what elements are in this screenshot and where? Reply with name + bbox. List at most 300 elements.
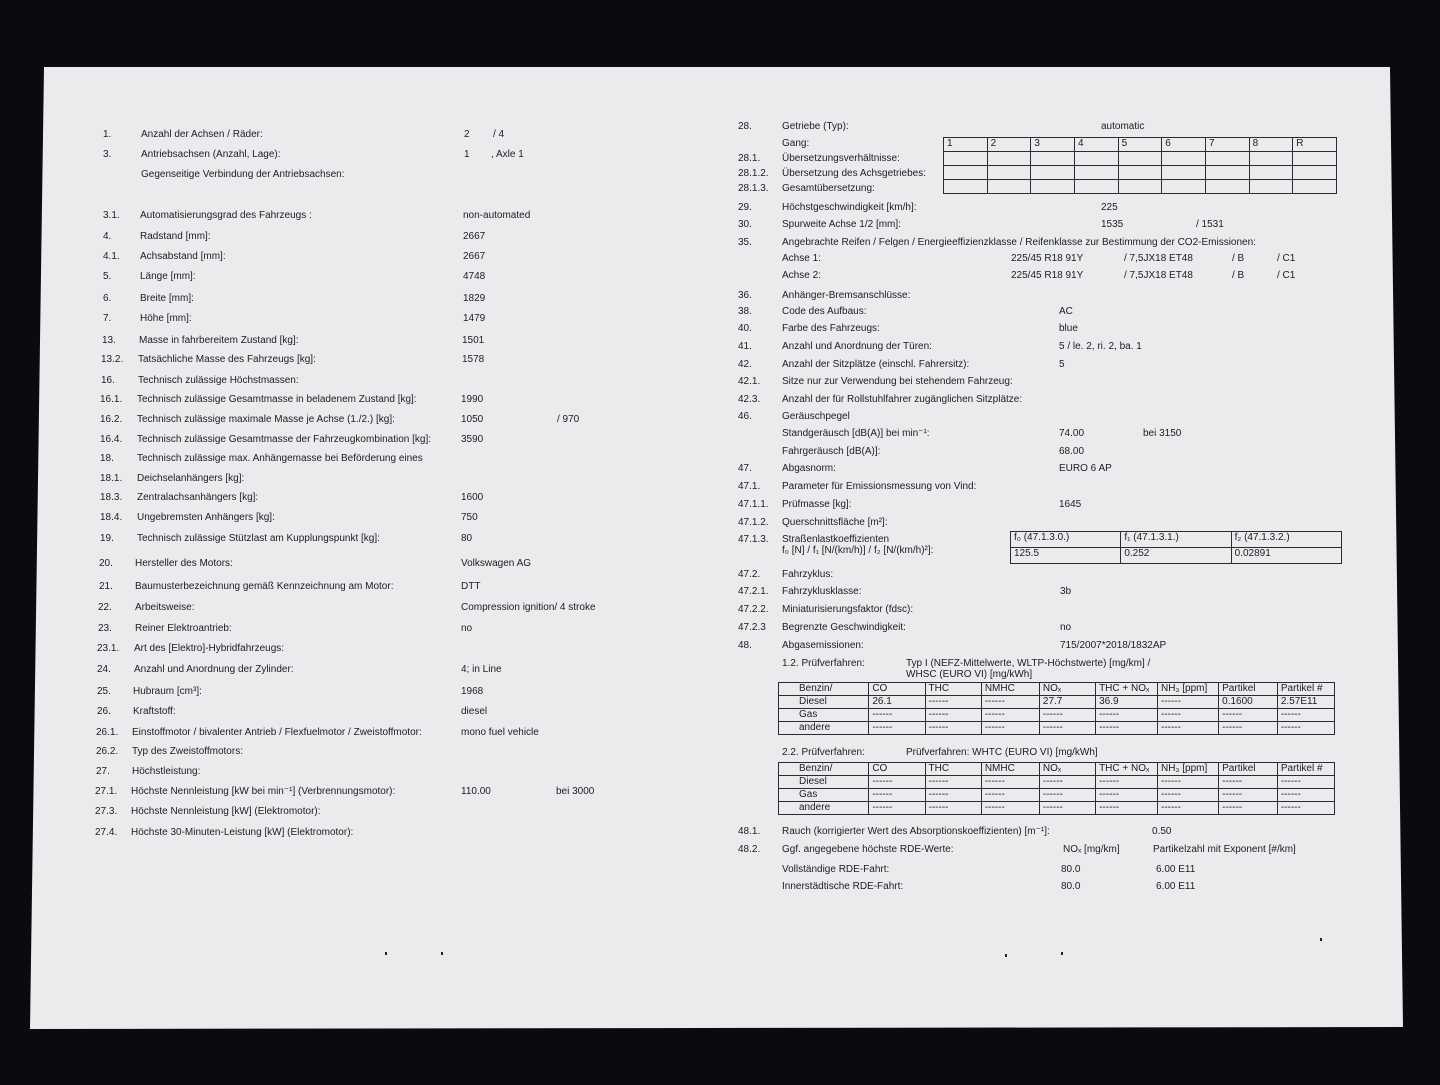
gear-ratio-cell	[1293, 180, 1337, 194]
gear-ratio-cell	[1118, 152, 1162, 166]
tyre-size: 225/45 R18 91Y	[1011, 270, 1084, 281]
left-row-value: Volkswagen AG	[461, 558, 532, 569]
emissions-row	[779, 802, 1335, 815]
left-row-label: Technisch zulässige Gesamtmasse in beladenem Zustand [kg]:	[137, 394, 417, 405]
emissions-header-cell: Partikel	[1219, 683, 1278, 696]
right-row-value: 225	[1101, 202, 1118, 213]
emissions-value-cell: ------	[1219, 722, 1278, 735]
right-row-label: Anzahl der Sitzplätze (einschl. Fahrersitz):	[782, 359, 970, 370]
right-row-value: blue	[1059, 323, 1078, 334]
right-row-number: 47.1.	[738, 481, 761, 492]
emissions-header-cell: Partikel #	[1277, 683, 1334, 696]
right-row-value: 1535	[1101, 219, 1124, 230]
left-row-value: 2	[464, 129, 470, 140]
right-row-number: 48.	[738, 640, 752, 651]
left-row-value: 4748	[463, 271, 486, 282]
left-row-value-secondary: / 970	[557, 414, 580, 425]
left-row-label: Tatsächliche Masse des Fahrzeugs [kg]:	[138, 354, 316, 365]
left-row-label: Höchstleistung:	[132, 766, 201, 777]
emissions-table-1	[778, 682, 1335, 735]
right-row-value: automatic	[1101, 121, 1145, 132]
gear-ratio-cell	[1249, 166, 1293, 180]
emissions-value-cell: ------	[1096, 789, 1158, 802]
left-row-number: 4.1.	[103, 251, 120, 262]
left-row-label: Baumusterbezeichnung gemäß Kennzeichnung am Motor:	[135, 581, 394, 592]
emissions-value-cell: ------	[1157, 722, 1218, 735]
left-row-value: non-automated	[463, 210, 531, 221]
right-row-number: 28.1.2.	[738, 168, 769, 179]
left-row-value: 1968	[461, 686, 484, 697]
right-row-number: 36.	[738, 290, 752, 301]
gear-ratio-cell	[1205, 180, 1249, 194]
emissions-fuel-label: Diesel	[779, 776, 869, 789]
right-row-value: AC	[1059, 306, 1073, 317]
gear-ratio-cell	[1074, 180, 1118, 194]
emissions-value-cell: ------	[1277, 789, 1334, 802]
right-row-value: EURO 6 AP	[1059, 463, 1112, 474]
tyre-class: / C1	[1277, 253, 1296, 264]
left-row-label: Anzahl der Achsen / Räder:	[141, 129, 263, 140]
right-row-number: 42.3.	[738, 394, 761, 405]
left-row-label: Hubraum [cm³]:	[133, 686, 202, 697]
gear-ratio-row	[944, 166, 1337, 180]
left-row-number: 21.	[99, 581, 113, 592]
right-row-label: Ggf. angegebene höchste RDE-Werte:	[782, 844, 954, 855]
tyre-axle-label: Achse 2:	[782, 270, 821, 281]
print-speck	[1320, 938, 1322, 941]
emissions-table-2	[778, 762, 1335, 815]
rim-size: / 7,5JX18 ET48	[1124, 253, 1193, 264]
left-row-number: 5.	[103, 271, 112, 282]
gear-ratio-cell	[944, 166, 988, 180]
emissions-row	[779, 709, 1335, 722]
emissions-value-cell: ------	[925, 802, 981, 815]
right-row-label: Abgasnorm:	[782, 463, 836, 474]
emissions-value-cell: ------	[1277, 802, 1334, 815]
right-row-label: Code des Aufbaus:	[782, 306, 867, 317]
right-row-number: 48.1.	[738, 826, 761, 837]
emissions-value-cell: ------	[869, 802, 925, 815]
gear-header-cell: 2	[987, 138, 1031, 152]
emissions-header-cell: Benzin/	[779, 683, 869, 696]
emissions-value-cell: ------	[925, 709, 981, 722]
right-row-value: NOₓ [mg/km]	[1063, 844, 1120, 855]
left-row-label: Breite [mm]:	[140, 293, 194, 304]
left-row-number: 16.	[101, 375, 115, 386]
emissions-value-cell: ------	[981, 789, 1039, 802]
left-row-number: 1.	[103, 129, 112, 140]
left-row-number: 18.	[100, 453, 114, 464]
left-row-label: Arbeitsweise:	[135, 602, 195, 613]
left-row-number: 3.1.	[103, 210, 120, 221]
right-row-value: 1645	[1059, 499, 1082, 510]
gear-header-row	[944, 138, 1337, 152]
emissions-header-cell: CO	[869, 683, 925, 696]
emissions-fuel-label: andere	[779, 802, 869, 815]
road-load-value-cell: 0.252	[1121, 548, 1231, 564]
emissions-header-cell: THC + NOₓ	[1096, 763, 1158, 776]
left-row-number: 3.	[103, 149, 112, 160]
right-row-label: Getriebe (Typ):	[782, 121, 849, 132]
left-row-value-secondary: , Axle 1	[491, 149, 524, 160]
emissions-value-cell: ------	[1039, 776, 1095, 789]
emissions-header-cell: NH₃ [ppm]	[1157, 763, 1218, 776]
emissions-value-cell: ------	[869, 776, 925, 789]
road-load-header-cell: f₁ (47.1.3.1.)	[1121, 532, 1231, 548]
road-load-header-row	[1011, 532, 1342, 548]
gear-ratio-cell	[987, 152, 1031, 166]
road-load-header-cell: f₀ (47.1.3.0.)	[1011, 532, 1121, 548]
left-row-value: 1501	[462, 335, 485, 346]
right-row-value: 5 / le. 2, ri. 2, ba. 1	[1059, 341, 1142, 352]
test2-label: 2.2. Prüfverfahren:	[782, 747, 865, 758]
left-row-label: Achsabstand [mm]:	[140, 251, 226, 262]
right-row-label: Anzahl der für Rollstuhlfahrer zugänglichen Sitzplätze:	[782, 394, 1023, 405]
right-row-label: Sitze nur zur Verwendung bei stehendem Fahrzeug:	[782, 376, 1013, 387]
right-row-label: Höchstgeschwindigkeit [km/h]:	[782, 202, 917, 213]
left-row-value: 750	[461, 512, 478, 523]
emissions-header-cell: THC	[925, 683, 981, 696]
left-row-label: Antriebsachsen (Anzahl, Lage):	[141, 149, 281, 160]
emissions-header-cell: Partikel #	[1277, 763, 1334, 776]
right-row-number: 40.	[738, 323, 752, 334]
gear-ratio-cell	[1205, 152, 1249, 166]
left-row-number: 26.1.	[96, 727, 119, 738]
left-row-value: mono fuel vehicle	[461, 727, 539, 738]
test2-desc: Prüfverfahren: WHTC (EURO VI) [mg/kWh]	[906, 747, 1098, 758]
right-row-label: Straßenlastkoeffizienten	[782, 534, 890, 545]
left-row-label: Höhe [mm]:	[140, 313, 192, 324]
emissions-value-cell: ------	[981, 696, 1039, 709]
right-row-number: 28.1.3.	[738, 183, 769, 194]
left-row-label: Technisch zulässige Stützlast am Kupplungspunkt [kg]:	[137, 533, 380, 544]
left-row-value: no	[461, 623, 473, 634]
right-row-label: Spurweite Achse 1/2 [mm]:	[782, 219, 901, 230]
right-row-number: 28.	[738, 121, 752, 132]
right-row-label: f₀ [N] / f₁ [N/(km/h)] / f₂ [N/(km/h)²]:	[782, 545, 934, 556]
right-row-value: 80.0	[1061, 881, 1081, 892]
right-row-value-secondary: / 1531	[1196, 219, 1224, 230]
test1-desc-line2: WHSC (EURO VI) [mg/kWh]	[906, 669, 1033, 680]
left-row-label: Typ des Zweistoffmotors:	[132, 746, 243, 757]
right-row-label: Angebrachte Reifen / Felgen / Energieeffizienzklasse / Reifenklasse zur Bestimmung der CO2-Emissionen:	[782, 237, 1256, 248]
gear-ratio-cell	[944, 152, 988, 166]
emissions-value-cell: ------	[1219, 789, 1278, 802]
road-load-value-cell: 0.02891	[1231, 548, 1341, 564]
left-row-label: Hersteller des Motors:	[135, 558, 233, 569]
right-row-label: Innerstädtische RDE-Fahrt:	[782, 881, 904, 892]
left-row-value: 1578	[462, 354, 485, 365]
emissions-header-cell: Benzin/	[779, 763, 869, 776]
emissions-value-cell: ------	[925, 789, 981, 802]
emissions-row	[779, 722, 1335, 735]
gear-ratio-cell	[1249, 152, 1293, 166]
right-row-label: Anzahl und Anordnung der Türen:	[782, 341, 932, 352]
left-row-value: 1	[464, 149, 470, 160]
left-row-number: 22.	[98, 602, 112, 613]
right-row-label: Miniaturisierungsfaktor (fdsc):	[782, 604, 914, 615]
gear-ratio-cell	[1293, 152, 1337, 166]
emissions-value-cell: ------	[1096, 709, 1158, 722]
emissions-value-cell: ------	[1157, 709, 1218, 722]
gear-ratio-row	[944, 152, 1337, 166]
left-row-number: 16.4.	[100, 434, 123, 445]
left-row-number: 7.	[103, 313, 112, 324]
test1-desc-line1: Typ I (NEFZ-Mittelwerte, WLTP-Höchstwerte) [mg/km] /	[906, 658, 1151, 669]
emissions-value-cell: 26.1	[869, 696, 925, 709]
right-row-label: Übersetzung des Achsgetriebes:	[782, 168, 926, 179]
left-row-value: 1050	[461, 414, 484, 425]
emissions-header-cell: CO	[869, 763, 925, 776]
right-row-label: Geräuschpegel	[782, 411, 850, 422]
emissions-value-cell: ------	[1096, 722, 1158, 735]
test1-label: 1.2. Prüfverfahren:	[782, 658, 865, 669]
emissions-value-cell: ------	[981, 709, 1039, 722]
right-row-number: 47.2.1.	[738, 586, 769, 597]
left-row-value: 1990	[461, 394, 484, 405]
gear-ratio-cell	[1162, 166, 1206, 180]
gear-header-cell: R	[1293, 138, 1337, 152]
gear-ratio-cell	[944, 180, 988, 194]
right-row-number: 48.2.	[738, 844, 761, 855]
emissions-value-cell: ------	[1039, 709, 1095, 722]
emissions-value-cell: ------	[1157, 802, 1218, 815]
emissions-header-cell: Partikel	[1219, 763, 1278, 776]
left-row-number: 6.	[103, 293, 112, 304]
gear-ratio-cell	[1074, 166, 1118, 180]
emissions-value-cell: ------	[981, 776, 1039, 789]
gear-ratio-cell	[1031, 180, 1075, 194]
gear-ratio-cell	[1249, 180, 1293, 194]
right-row-label: Parameter für Emissionsmessung von Vind:	[782, 481, 977, 492]
right-row-label: Vollständige RDE-Fahrt:	[782, 864, 890, 875]
emissions-value-cell: ------	[1039, 802, 1095, 815]
right-row-value: 74.00	[1059, 428, 1085, 439]
right-row-number: 38.	[738, 306, 752, 317]
left-row-number: 27.4.	[95, 827, 118, 838]
emissions-value-cell: ------	[1039, 722, 1095, 735]
emissions-header-cell: NH₃ [ppm]	[1157, 683, 1218, 696]
right-row-label: Fahrzyklus:	[782, 569, 834, 580]
right-row-number: 41.	[738, 341, 752, 352]
gear-ratio-row	[944, 180, 1337, 194]
emissions-value-cell: ------	[1277, 709, 1334, 722]
emissions-value-cell: 36.9	[1096, 696, 1158, 709]
right-row-value-secondary: 6.00 E11	[1156, 881, 1196, 892]
gear-ratio-cell	[1293, 166, 1337, 180]
right-row-number: 42.1.	[738, 376, 761, 387]
left-row-number: 23.	[98, 623, 112, 634]
left-row-label: Höchste 30-Minuten-Leistung [kW] (Elektromotor):	[131, 827, 354, 838]
right-row-number: 47.2.	[738, 569, 761, 580]
emissions-value-cell: ------	[1219, 802, 1278, 815]
left-row-number: 19.	[100, 533, 114, 544]
road-load-value-row	[1011, 548, 1342, 564]
left-row-label: Ungebremsten Anhängers [kg]:	[137, 512, 275, 523]
left-row-label: Art des [Elektro]-Hybridfahrzeugs:	[134, 643, 285, 654]
print-speck	[441, 952, 443, 955]
left-row-value: 80	[461, 533, 473, 544]
left-row-number: 27.1.	[95, 786, 118, 797]
emissions-value-cell: ------	[1277, 776, 1334, 789]
left-row-label: Technisch zulässige maximale Masse je Achse (1./2.) [kg]:	[137, 414, 395, 425]
emissions-value-cell: ------	[1157, 696, 1218, 709]
emissions-row	[779, 696, 1335, 709]
emissions-row	[779, 776, 1335, 789]
road-load-header-cell: f₂ (47.1.3.2.)	[1231, 532, 1341, 548]
emissions-value-cell: ------	[869, 709, 925, 722]
left-row-value: 1479	[463, 313, 486, 324]
left-row-number: 13.2.	[101, 354, 124, 365]
left-row-value: 1600	[461, 492, 484, 503]
left-row-number: 25.	[97, 686, 111, 697]
gear-header-cell: 4	[1074, 138, 1118, 152]
right-row-label: Rauch (korrigierter Wert des Absorptionskoeffizienten) [m⁻¹]:	[782, 826, 1050, 837]
tyre-size: 225/45 R18 91Y	[1011, 253, 1084, 264]
emissions-value-cell: ------	[1096, 776, 1158, 789]
left-row-value: 4; in Line	[461, 664, 502, 675]
right-row-number: 47.	[738, 463, 752, 474]
right-row-number: 29.	[738, 202, 752, 213]
right-row-number: 47.2.2.	[738, 604, 769, 615]
emissions-fuel-label: Gas	[779, 709, 869, 722]
right-row-value-secondary: Partikelzahl mit Exponent [#/km]	[1153, 844, 1296, 855]
emissions-value-cell: ------	[869, 789, 925, 802]
right-row-value-secondary: 6.00 E11	[1156, 864, 1196, 875]
right-row-value: 68.00	[1059, 446, 1085, 457]
right-row-number: 28.1.	[738, 153, 761, 164]
gear-ratio-cell	[1074, 152, 1118, 166]
emissions-header-cell: NOₓ	[1039, 683, 1095, 696]
right-row-label: Gesamtübersetzung:	[782, 183, 875, 194]
emissions-value-cell: ------	[869, 722, 925, 735]
left-row-value: DTT	[461, 581, 481, 592]
right-row-label: Farbe des Fahrzeugs:	[782, 323, 880, 334]
tyre-class: / C1	[1277, 270, 1296, 281]
left-row-value-secondary: bei 3000	[556, 786, 595, 797]
emissions-value-cell: ------	[1157, 776, 1218, 789]
right-row-value: 5	[1059, 359, 1065, 370]
right-row-value: 3b	[1060, 586, 1072, 597]
left-row-value-secondary: / 4	[493, 129, 505, 140]
right-row-label: Querschnittsfläche [m²]:	[782, 517, 888, 528]
left-row-number: 20.	[99, 558, 113, 569]
energy-class: / B	[1232, 253, 1245, 264]
right-row-number: 46.	[738, 411, 752, 422]
right-row-value: 0.50	[1152, 826, 1172, 837]
tyre-axle-label: Achse 1:	[782, 253, 821, 264]
left-row-label: Reiner Elektroantrieb:	[135, 623, 232, 634]
emissions-value-cell: ------	[1219, 776, 1278, 789]
right-row-number: 35.	[738, 237, 752, 248]
left-row-number: 16.2.	[100, 414, 123, 425]
left-row-value: Compression ignition/ 4 stroke	[461, 602, 596, 613]
left-row-number: 18.3.	[100, 492, 123, 503]
right-row-number: 47.1.2.	[738, 517, 769, 528]
left-row-number: 18.4.	[100, 512, 123, 523]
emissions-header-cell: NMHC	[981, 763, 1039, 776]
emissions-value-cell: ------	[981, 722, 1039, 735]
emissions-fuel-label: andere	[779, 722, 869, 735]
energy-class: / B	[1232, 270, 1245, 281]
left-row-value: 3590	[461, 434, 484, 445]
left-row-number: 24.	[97, 664, 111, 675]
left-row-label: Technisch zulässige Gesamtmasse der Fahrzeugkombination [kg]:	[137, 434, 432, 445]
right-row-number: 47.2.3	[738, 622, 766, 633]
emissions-fuel-label: Diesel	[779, 696, 869, 709]
left-row-number: 23.1.	[97, 643, 120, 654]
gear-ratio-cell	[1031, 152, 1075, 166]
print-speck	[1061, 952, 1063, 955]
print-speck	[1005, 954, 1007, 957]
gear-ratio-cell	[1118, 166, 1162, 180]
left-row-number: 27.	[96, 766, 110, 777]
emissions-value-cell: 0.1600	[1219, 696, 1278, 709]
left-row-label: Einstoffmotor / bivalenter Antrieb / Flexfuelmotor / Zweistoffmotor:	[132, 727, 422, 738]
gear-header-cell: 6	[1162, 138, 1206, 152]
right-row-value-secondary: bei 3150	[1143, 428, 1182, 439]
right-row-number: 47.1.3.	[738, 534, 769, 545]
emissions-row	[779, 789, 1335, 802]
gear-ratio-cell	[1031, 166, 1075, 180]
left-row-value: 2667	[463, 231, 486, 242]
print-speck	[385, 952, 387, 955]
emissions-value-cell: ------	[925, 722, 981, 735]
gear-header-cell: 1	[944, 138, 988, 152]
right-row-value: no	[1060, 622, 1072, 633]
emissions-value-cell: 2.57E11	[1277, 696, 1334, 709]
emissions-header-row	[779, 763, 1335, 776]
left-row-number: 16.1.	[100, 394, 123, 405]
left-row-label: Länge [mm]:	[140, 271, 196, 282]
left-row-label: Technisch zulässige Höchstmassen:	[138, 375, 299, 386]
left-row-label: Technisch zulässige max. Anhängemasse bei Beförderung eines	[137, 453, 423, 464]
emissions-value-cell: ------	[981, 802, 1039, 815]
right-row-label: Fahrzyklusklasse:	[782, 586, 862, 597]
right-row-label: Prüfmasse [kg]:	[782, 499, 852, 510]
emissions-value-cell: 27.7	[1039, 696, 1095, 709]
right-row-label: Anhänger-Bremsanschlüsse:	[782, 290, 911, 301]
rim-size: / 7,5JX18 ET48	[1124, 270, 1193, 281]
left-row-label: Höchste Nennleistung [kW] (Elektromotor):	[131, 806, 321, 817]
right-row-value: 80.0	[1061, 864, 1081, 875]
gear-ratio-cell	[1118, 180, 1162, 194]
emissions-header-cell: NOₓ	[1039, 763, 1095, 776]
left-row-number: 4.	[103, 231, 112, 242]
left-row-label: Deichselanhängers [kg]:	[137, 473, 245, 484]
emissions-value-cell: ------	[1039, 789, 1095, 802]
left-row-number: 26.2.	[96, 746, 119, 757]
right-row-number: 42.	[738, 359, 752, 370]
left-row-label: Kraftstoff:	[133, 706, 176, 717]
gear-ratio-cell	[1162, 180, 1206, 194]
road-load-table	[1010, 531, 1342, 564]
right-row-label: Gang:	[782, 138, 810, 149]
emissions-header-cell: THC + NOₓ	[1096, 683, 1158, 696]
gear-header-cell: 5	[1118, 138, 1162, 152]
left-row-label: Masse in fahrbereitem Zustand [kg]:	[139, 335, 299, 346]
left-row-label: Höchste Nennleistung [kW bei min⁻¹] (Verbrennungsmotor):	[131, 786, 396, 797]
gear-ratio-cell	[1205, 166, 1249, 180]
emissions-value-cell: ------	[1096, 802, 1158, 815]
emissions-fuel-label: Gas	[779, 789, 869, 802]
left-row-value: 2667	[463, 251, 486, 262]
road-load-value-cell: 125.5	[1011, 548, 1121, 564]
gear-ratio-table	[943, 137, 1337, 194]
gear-ratio-cell	[987, 166, 1031, 180]
right-row-label: Übersetzungsverhältnisse:	[782, 153, 900, 164]
left-row-value: 110.00	[461, 786, 491, 797]
